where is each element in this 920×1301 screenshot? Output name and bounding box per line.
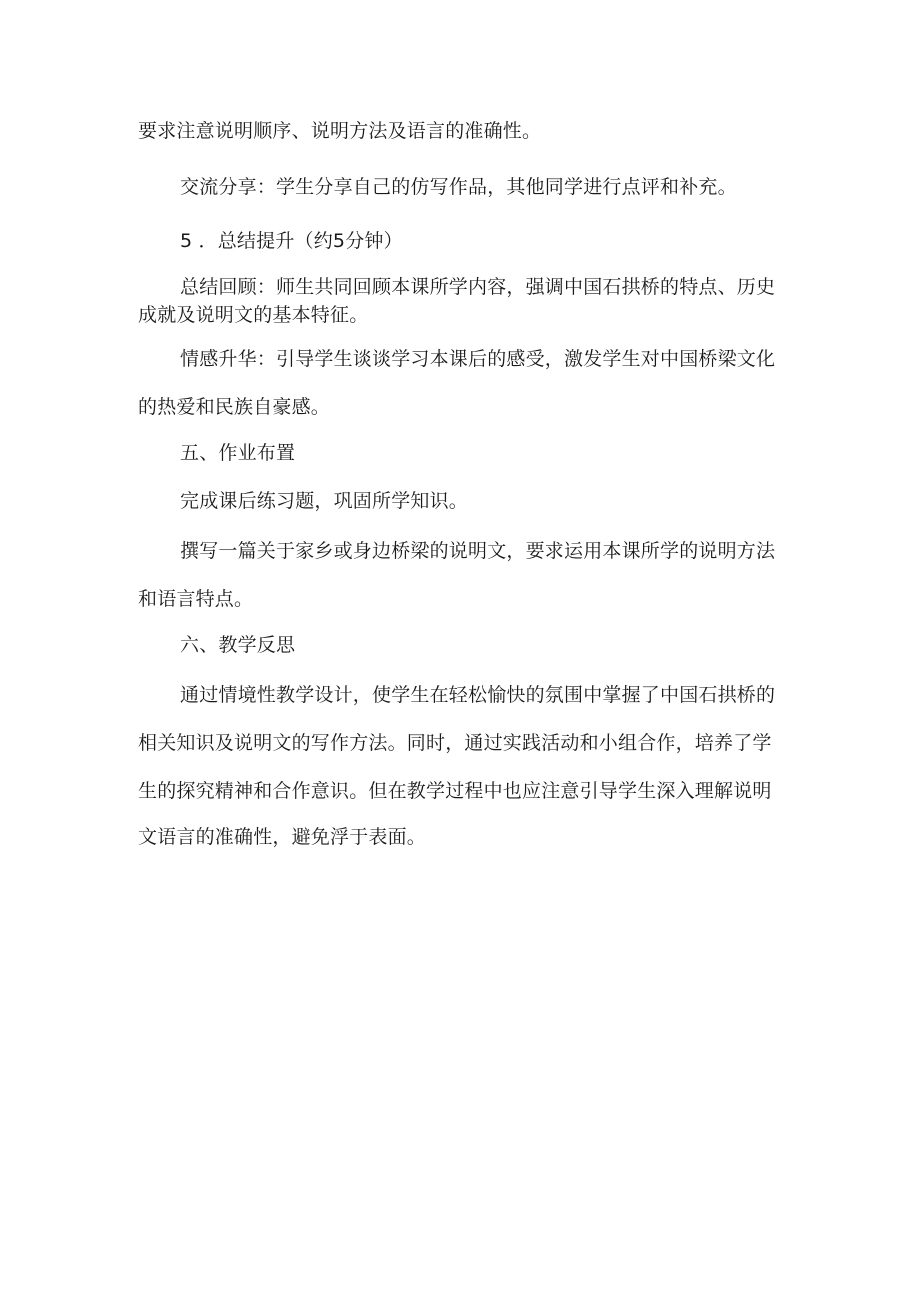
paragraph-text: 通过情境性教学设计，使学生在轻松愉快的氛围中掌握了中国石拱桥的: [180, 684, 776, 706]
paragraph-text: 撰写一篇关于家乡或身边桥梁的说明文，要求运用本课所学的说明方法: [180, 540, 776, 562]
paragraph-text: 生的探究精神和合作意识。但在教学过程中也应注意引导学生深入理解说明: [138, 780, 772, 802]
paragraph-text: 情感升华：引导学生谈谈学习本课后的感受，激发学生对中国桥梁文化: [180, 348, 776, 370]
paragraph-text: 相关知识及说明文的写作方法。同时，通过实践活动和小组合作，培养了学: [138, 732, 772, 754]
paragraph-text: 要求注意说明顺序、说明方法及语言的准确性。: [138, 120, 542, 142]
paragraph-text: 文语言的准确性，避免浮于表面。: [138, 826, 427, 848]
paragraph-text: 完成课后练习题，巩固所学知识。: [180, 490, 469, 512]
paragraph-text: 交流分享：学生分享自己的仿写作品，其他同学进行点评和补充。: [180, 176, 737, 198]
section-heading: 五、作业布置: [180, 442, 296, 464]
section-heading: 六、教学反思: [180, 634, 296, 656]
paragraph-text: 的热爱和民族自豪感。: [138, 396, 331, 418]
section-heading: 5 ．总结提升（约5分钟）: [180, 230, 403, 252]
paragraph-text: 总结回顾：师生共同回顾本课所学内容，强调中国石拱桥的特点、历史: [180, 276, 776, 298]
paragraph-text: 和语言特点。: [138, 588, 254, 610]
paragraph-text: 成就及说明文的基本特征。: [138, 304, 369, 326]
